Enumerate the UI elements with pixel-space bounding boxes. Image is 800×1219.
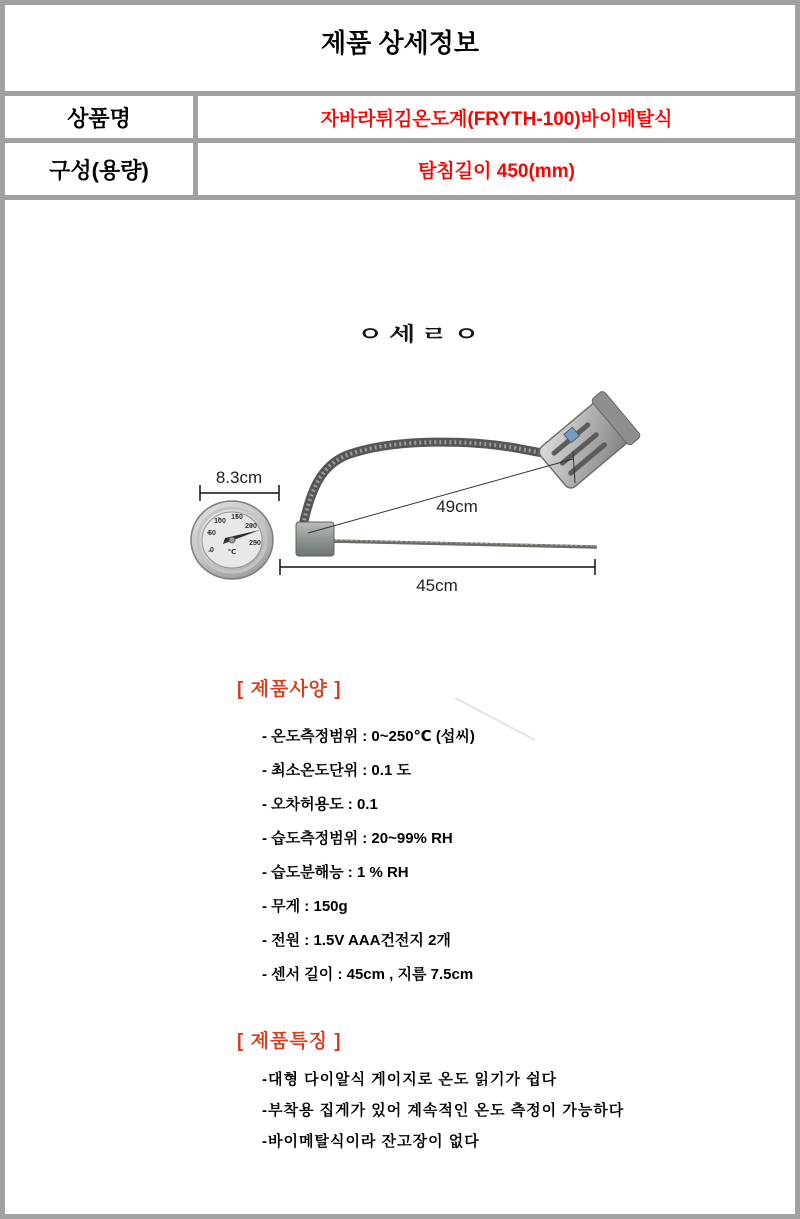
probe-rod	[330, 540, 597, 547]
table-row-composition	[5, 143, 795, 200]
table-row-product-name	[5, 96, 795, 143]
page-title: 제품 상세정보	[5, 5, 795, 96]
dial-number-250: 250	[249, 539, 261, 547]
dial-unit-label: ℃	[227, 548, 237, 556]
detail-content-cell	[5, 200, 795, 1214]
feature-item-dial-gauge: -대형 다이알식 게이지로 온도 읽기가 쉽다	[262, 1071, 558, 1088]
spec-item-power: - 전원 : 1.5V AAA건전지 2개	[262, 932, 451, 949]
brand-watermark: ㅇ세ㄹㅇ	[357, 323, 486, 345]
product-photo-illustration	[5, 200, 795, 1214]
spec-item-min-unit: - 최소온도단위 : 0.1 도	[262, 762, 411, 779]
dimension-probe-length	[280, 559, 595, 575]
feature-item-bimetal: -바이메탈식이라 잔고장이 없다	[262, 1133, 480, 1150]
spec-item-humidity-range: - 습도측정범위 : 20~99% RH	[262, 830, 453, 847]
dimension-hose-length	[308, 451, 575, 533]
spec-item-temp-range: - 온도측정범위 : 0~250℃ (섭씨)	[262, 728, 475, 745]
row-label-composition: 구성(용량)	[5, 143, 198, 195]
feature-item-clip: -부착용 집게가 있어 계속적인 온도 측정이 가능하다	[262, 1102, 625, 1119]
dial-number-150: 150	[231, 513, 243, 521]
dimension-label-hose-length: 49cm	[436, 497, 478, 516]
spec-item-tolerance: - 오차허용도 : 0.1	[262, 796, 378, 813]
spec-item-weight: - 무게 : 150g	[262, 898, 348, 915]
row-value-product-name: 자바라튀김온도계(FRYTH-100)바이메탈식	[320, 108, 673, 130]
dimension-label-gauge-diameter: 8.3cm	[215, 468, 263, 487]
gooseneck-hose	[302, 442, 576, 530]
mounting-clip	[534, 390, 642, 494]
dimension-gauge-diameter	[200, 485, 279, 501]
specs-list	[262, 726, 475, 985]
row-value-composition: 탐침길이 450(mm)	[418, 160, 575, 182]
dial-gauge	[191, 501, 273, 579]
dimension-label-probe-length: 45cm	[416, 576, 458, 595]
dial-number-0: 0	[210, 546, 214, 554]
specs-heading: [ 제품사양 ]	[237, 679, 342, 700]
dial-number-200: 200	[245, 522, 257, 530]
dial-hub	[229, 537, 235, 543]
features-heading: [ 제품특징 ]	[237, 1031, 342, 1052]
spec-item-humidity-resolution: - 습도분해능 : 1 % RH	[262, 864, 409, 881]
row-label-product-name: 상품명	[5, 96, 198, 138]
dial-number-100: 100	[214, 517, 226, 525]
dial-number-50: 50	[208, 529, 216, 537]
spec-item-sensor-length: - 센서 길이 : 45cm , 지름 7.5cm	[262, 966, 474, 983]
features-list	[262, 1070, 624, 1152]
